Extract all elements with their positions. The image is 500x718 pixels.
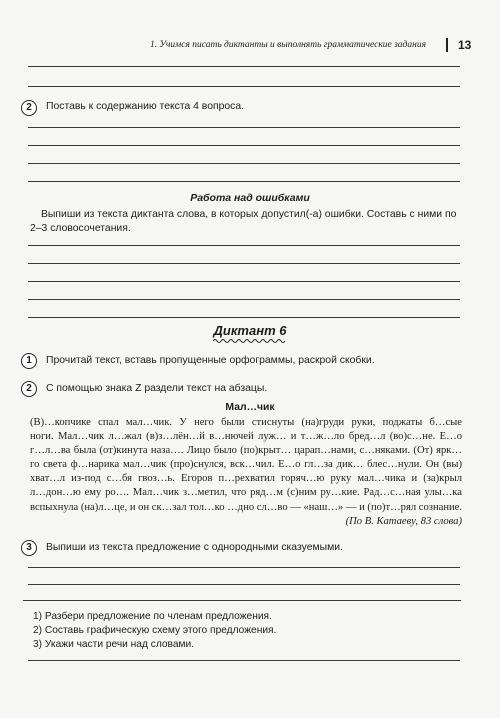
task-number-badge: 2	[21, 100, 37, 116]
answer-line	[28, 660, 460, 661]
dictation-line: л…дон…ю ему ро…. Мал…чик з…метил, что ряд…м (с)ним ру…кие. Рад…с…ная улы…ка	[30, 487, 462, 499]
dictation-task3-text: Выпиши из текста предложение с однородными сказуемыми.	[46, 542, 343, 553]
chapter-title: 1. Учимся писать диктанты и выполнять грамматические задания	[150, 40, 426, 50]
dictation-text	[30, 416, 462, 529]
dictation-task2-text: С помощью знака Z раздели текст на абзацы.	[46, 383, 268, 394]
instruction-item: 1) Разбери предложение по членам предложения.	[33, 611, 272, 622]
instruction-item: 2) Составь графическую схему этого предложения.	[33, 625, 277, 636]
dictation-line: го света ф…нарика мал…чик (про)снулся, вск…чил. Е…о гл…за дик… блес…нули. Он (вы)	[30, 459, 462, 471]
dictation-source: (По В. Катаеву, 83 слова)	[345, 515, 462, 527]
dictation-line: вспыхнула (на)л…це, и он ск…зал тол…ко …дно сл…во — «наш…» — и (по)т…рял сознание.	[30, 501, 463, 513]
answer-line	[28, 263, 460, 264]
errors-section-title: Работа над ошибками	[190, 192, 310, 204]
dictation-line: г…л…ва была (от)кинута наза…. Лицо было (по)крыт… царап…нами, с…няками. (От) ярк…	[30, 445, 462, 457]
answer-line	[28, 567, 460, 568]
dictation-text-title: Мал…чик	[225, 402, 275, 413]
header-divider	[446, 38, 448, 52]
task-number-badge: 3	[21, 540, 37, 556]
errors-instruction-line2: 2–3 словосочетания.	[30, 223, 131, 234]
page-number: 13	[458, 38, 472, 52]
answer-line	[28, 66, 460, 67]
dictation-line: ноги. Мал…чик л…жал (в)з…лён…й в…нючей луж… и т…ж…ло бред…л (во)с…не. Е…о	[30, 431, 462, 443]
errors-instruction-line1: Выпиши из текста диктанта слова, в которых допустил(-а) ошибки. Составь с ними по	[41, 209, 457, 220]
answer-line	[28, 145, 460, 146]
task-number-badge: 2	[21, 381, 37, 397]
answer-line	[28, 317, 460, 318]
wavy-underline	[213, 338, 287, 344]
answer-line	[28, 584, 460, 585]
answer-line	[28, 245, 460, 246]
dictation-line: хват…л из-под с…бя гвоз…ь. Егоров п…реxватил горяч…ю руку мал…чика и (за)крыл	[30, 473, 462, 485]
answer-line	[28, 181, 460, 182]
dictation-source-line	[30, 515, 462, 529]
task-questions-text: Поставь к содержанию текста 4 вопроса.	[46, 101, 245, 112]
task-number-badge: 1	[21, 353, 37, 369]
instruction-item: 3) Укажи части речи над словами.	[33, 639, 195, 650]
dictation-line: (В)…копчике спал мал…чик. У него были стиснуты (на)груди руки, поджаты б…сые	[30, 417, 462, 428]
answer-line	[28, 299, 460, 300]
answer-line	[28, 86, 460, 87]
answer-line	[28, 163, 460, 164]
answer-line	[28, 281, 460, 282]
dictation-title: Диктант 6	[213, 323, 287, 338]
dictation-task1-text: Прочитай текст, вставь пропущенные орфограммы, раскрой скобки.	[46, 355, 375, 366]
answer-line	[28, 127, 460, 128]
